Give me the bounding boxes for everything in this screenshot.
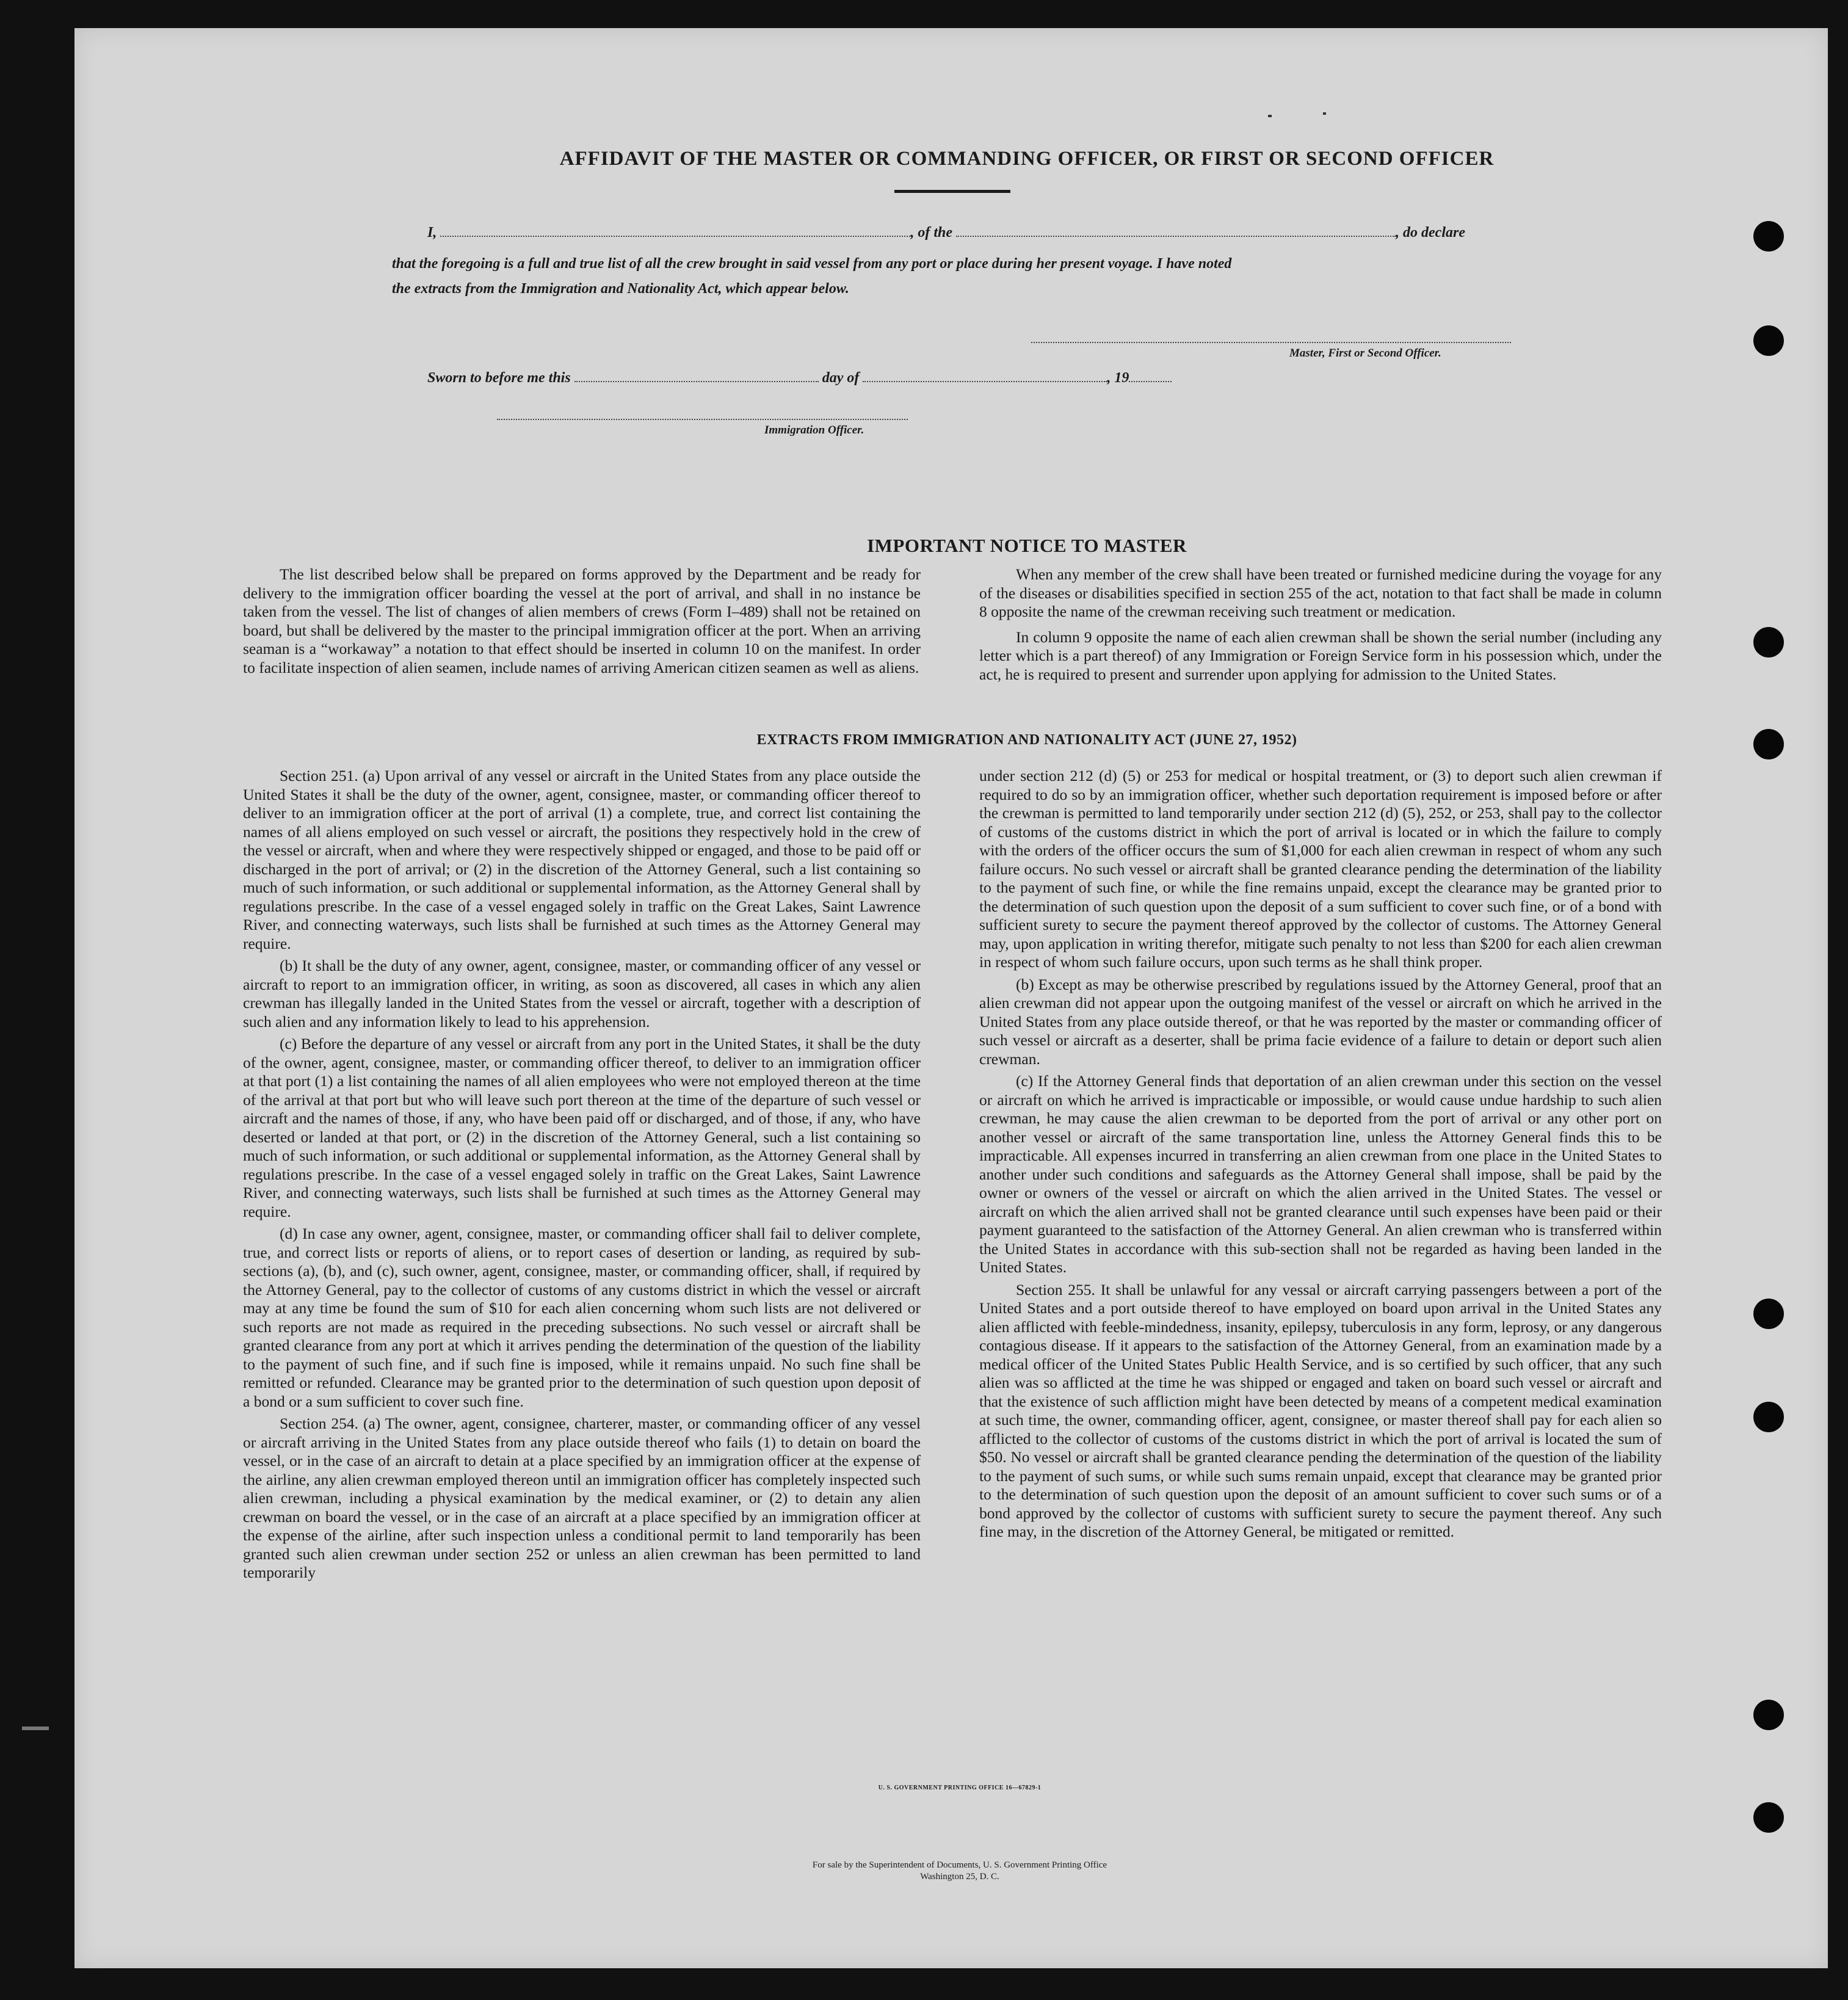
sale-line-2: Washington 25, D. C. <box>920 1872 999 1882</box>
section-254a <box>243 1415 921 1582</box>
notice-right-paragraph-1 <box>979 565 1662 621</box>
section-255 <box>979 1281 1662 1542</box>
notice-left-column <box>243 565 921 677</box>
punch-hole <box>1753 627 1784 658</box>
section-254c-text: (c) If the Attorney General finds that deportation of an alien crewman under this section on the vessel or aircraft on which he arrived is impracticable or impossible, or would cause undue hardship to such alien crewman, he may cause the alien crewman to be deported from the port of arrival or any other port on another vessel or aircraft of the same transportation line, unless the Attorney General finds this to be impracticable. All expenses incurred in transferring an alien crewman from one place in the United States to another under such conditions and safeguards as the Attorney General shall impose, shall be paid by the owner or owners of the vessel or aircraft on which the alien arrived in the United States. The vessel or aircraft on which the alien arrived shall not be granted clearance until such expenses have been paid or their payment guaranteed to the satisfaction of the Attorney General. An alien crewman who is transferred within the United States in accordance with this sub-section shall not be regarded as having been landed in the United States. <box>979 1072 1662 1276</box>
do-declare-label: , do declare <box>1396 225 1465 241</box>
declaration-text <box>392 252 1589 302</box>
sale-line-1: For sale by the Superintendent of Documents, U. S. Government Printing Office <box>812 1860 1107 1870</box>
punch-hole <box>1753 1700 1784 1730</box>
scan-edge-mark <box>22 1726 49 1730</box>
extracts-title: EXTRACTS FROM IMMIGRATION AND NATIONALITY ACT (JUNE 27, 1952) <box>756 732 1297 748</box>
immigration-officer-signature-line[interactable] <box>497 419 908 420</box>
section-251b <box>243 957 921 1031</box>
master-label: Master, First or Second Officer. <box>1289 347 1441 360</box>
sworn-month-field[interactable] <box>863 370 1107 382</box>
extracts-left-column <box>243 767 921 1582</box>
sale-notice <box>624 1860 1295 1883</box>
declaration-line-1: that the foregoing is a full and true list of all the crew brought in said vessel from any port or place during her present voyage. I have noted <box>392 256 1232 272</box>
printing-office-imprint: U. S. GOVERNMENT PRINTING OFFICE 16—67829-1 <box>878 1784 1042 1791</box>
section-251d <box>243 1225 921 1411</box>
punch-hole <box>1753 221 1784 252</box>
year-label: , 19 <box>1107 370 1129 386</box>
declaration-line-2: the extracts from the Immigration and Nationality Act, which appear below. <box>392 281 849 297</box>
notice-left-text: The list described below shall be prepared on forms approved by the Department and be ready for delivery to the immigration officer boarding the vessel at the port of arrival, and shall in no instance be taken from the vessel. The list of changes of alien members of crews (Form I–489) shall not be retained on board, but shall be delivered by the master to the principal immigration officer at the port. When an arriving seaman is a “workaway” a notation to that effect should be inserted in column 10 on the manifest. In order to facilitate inspection of alien seamen, include names of arriving American citizen seamen as well as aliens. <box>243 565 921 676</box>
section-254a-continued <box>979 767 1662 972</box>
punch-hole <box>1753 1402 1784 1432</box>
section-251a <box>243 767 921 953</box>
master-signature-line[interactable] <box>1031 342 1511 343</box>
section-251d-text: (d) In case any owner, agent, consignee, master, or commanding officer shall fail to deliver complete, true, and correct lists or reports of aliens, or to report cases of desertion or landing, as required by sub-sections (a), (b), and (c), such owner, agent, consignee, master, or commanding officer, shall, if required by the Attorney General, pay to the collector of customs of any customs district in which the vessel or aircraft may at any time be found the sum of $10 for each alien concerning whom such lists are not delivered or such reports are not made as required in the preceding subsections. No such vessel or aircraft shall be granted clearance from any port at which it arrives pending the determination of the question of the liability to the payment of such fine, and if such fine is imposed, while it remains unpaid. No such fine shall be remitted or refunded. Clearance may be granted prior to the determination of such question upon deposit of a bond or a sum sufficient to cover such fine. <box>243 1225 921 1410</box>
notice-left-paragraph <box>243 565 921 677</box>
notice-right-text-2: In column 9 opposite the name of each alien crewman shall be shown the serial number (including any letter which is a part thereof) of any Immigration or Foreign Service form in his possession which, under the act, he is required to present and surrender upon applying for admission to the United States. <box>979 628 1662 683</box>
section-254b-text: (b) Except as may be otherwise prescribed by regulations issued by the Attorney General, proof that an alien crewman did not appear upon the outgoing manifest of the vessel or aircraft on which he arrived in the United States from any place outside thereof, or that he was reported by the master or commanding officer of such vessel or aircraft as a deserter, shall be prima facie evidence of a failure to detain or deport such alien crewman. <box>979 975 1662 1068</box>
notice-right-column <box>979 565 1662 684</box>
section-254a-text: Section 254. (a) The owner, agent, consignee, charterer, master, or commanding officer of any vessel or aircraft arriving in the United States from any place outside thereof who fails (1) to detain on board the vessel, or in the case of an aircraft to detain at a place specified by an immigration officer at the expense of the airline, any alien crewman employed thereon until an immigration officer has completely inspected such alien crewman, including a physical examination by the medical examiner, or (2) to detain any alien crewman on board the vessel, or in the case of an aircraft at a place specified by an immigration officer at the expense of the airline, after such inspection unless a conditional permit to land temporarily has been granted such alien crewman under section 252 or unless an alien crewman has been permitted to land temporarily <box>243 1415 921 1581</box>
vessel-name-field[interactable] <box>956 225 1396 237</box>
section-254a-continued-text: under section 212 (d) (5) or 253 for medical or hospital treatment, or (3) to deport such alien crewman if required to do so by an immigration officer, whether such deportation requirement is imposed before or after the crewman is permitted to land temporarily under section 212 (d) (5), 252, or 253, shall pay to the collector of customs of the customs district in which the port of arrival is located or in which the failure to comply with the orders of the officer occurs the sum of $1,000 for each alien crewman in respect of whom any such failure occurs. No such vessel or aircraft shall be granted clearance pending the determination of the liability to the payment of such fine, or while the fine remains unpaid, except the clearance may be granted prior to the determination of such question upon the deposit of a sum sufficient to cover such fine, or of a bond with sufficient surety to secure the payment thereof approved by the collector of customs. The Attorney General may, upon application in writing therefor, mitigate such penalty to not less than $200 for each alien crewman in respect of whom such failure occurs, upon such terms as he shall think proper. <box>979 767 1662 971</box>
declarant-name-field[interactable] <box>440 225 910 237</box>
affidavit-title: AFFIDAVIT OF THE MASTER OR COMMANDING OFFICER, OR FIRST OR SECOND OFFICER <box>559 148 1495 170</box>
extracts-right-column <box>979 767 1662 1542</box>
section-251a-text: Section 251. (a) Upon arrival of any vessel or aircraft in the United States from any place outside the United States it shall be the duty of the owner, agent, consignee, master, or commanding officer thereof to deliver to an immigration officer at the port of arrival (1) a complete, true, and correct list containing the names of all aliens employed on such vessel or aircraft, the positions they respectively hold in the crew of the vessel or aircraft, when and where they were respectively shipped or engaged, and those to be paid off or discharged in the port of arrival; or (2) in the discretion of the Attorney General, such a list containing so much of such information, or such additional or supplemental information, as the Attorney General shall by regulations prescribe. In the case of a vessel engaged solely in traffic on the Great Lakes, Saint Lawrence River, and connecting waterways, such lists shall be furnished at such times as the Attorney General may require. <box>243 767 921 952</box>
notice-title: IMPORTANT NOTICE TO MASTER <box>867 535 1187 556</box>
day-of-label: day of <box>822 370 860 386</box>
section-251c <box>243 1035 921 1221</box>
sworn-line <box>427 370 1172 386</box>
punch-hole <box>1753 1802 1784 1833</box>
punch-hole <box>1753 729 1784 759</box>
punch-hole <box>1753 325 1784 356</box>
notice-right-paragraph-2 <box>979 628 1662 684</box>
section-251c-text: (c) Before the departure of any vessel or aircraft from any port in the United States, it shall be the duty of the owner, agent, consignee, master, or commanding officer thereof, to deliver to an immigration officer at that port (1) a list containing the names of all alien employees who were not employed thereon at the time of the arrival at that port but who will leave such port thereon at the time of the departure of such vessel or aircraft and the names of those, if any, who have been paid off or discharged, and of those, if any, who have deserted or landed at that port, or (2) in the discretion of the Attorney General, such a list containing so much of such information, or such additional or supplemental information, as the Attorney General shall by regulations prescribe. In the case of a vessel engaged solely in traffic on the Great Lakes, Saint Lawrence River, and connecting waterways, such lists shall be furnished at such times as the Attorney General may require. <box>243 1035 921 1220</box>
scan-speck <box>1323 112 1326 115</box>
sworn-year-field[interactable] <box>1129 370 1172 382</box>
sworn-label: Sworn to before me this <box>427 370 571 386</box>
sworn-day-field[interactable] <box>574 370 819 382</box>
of-the-label: , of the <box>910 225 953 241</box>
section-254c <box>979 1072 1662 1277</box>
notice-right-text-1: When any member of the crew shall have been treated or furnished medicine during the voyage for any of the diseases or disabilities specified in section 255 of the act, notation to that fact shall be made in column 8 opposite the name of the crewman receiving such treatment or medication. <box>979 565 1662 620</box>
i-label: I, <box>427 225 437 241</box>
immigration-officer-label: Immigration Officer. <box>764 424 864 437</box>
section-254b <box>979 976 1662 1069</box>
scan-speck <box>1268 115 1272 117</box>
punch-hole <box>1753 1299 1784 1329</box>
form-page <box>74 28 1828 1968</box>
section-255-text: Section 255. It shall be unlawful for any vessal or aircraft carrying passengers between a port of the United States and a port outside thereof to have employed on board upon arrival in the United States any alien afflicted with feeble-mindedness, insanity, epilepsy, tuberculosis in any form, leprosy, or any dangerous contagious disease. If it appears to the satisfaction of the Attorney General, from an examination made by a medical officer of the United States Public Health Service, and is so certified by such officer, that any such alien was so afflicted at the time he was shipped or engaged and taken on board such vessel or aircraft and that the existence of such affliction might have been detected by means of a competent medical examination at such time, the owner, commanding officer, agent, consignee, or master thereof shall pay for each alien so afflicted to the collector of customs of the customs district in which the port of arrival is located the sum of $50. No vessel or aircraft shall be granted clearance pending the determination of the question of the liability to the payment of such sums, or while such sums remain unpaid, except that clearance may be granted prior to the determination of such question upon the deposit of an amount sufficient to cover such sums or of a bond approved by the collector of customs with sufficient surety to secure the payment thereof. Any such fine may, in the discretion of the Attorney General, be mitigated or remitted. <box>979 1280 1662 1540</box>
title-underline <box>894 190 1010 193</box>
declarant-line <box>427 225 1465 241</box>
section-251b-text: (b) It shall be the duty of any owner, agent, consignee, master, or commanding officer of any vessel or aircraft to report to an immigration officer, in writing, as soon as discovered, all cases in which any alien crewman has illegally landed in the United States from the vessel or aircraft, together with a description of such alien and any information likely to lead to his apprehension. <box>243 957 921 1031</box>
